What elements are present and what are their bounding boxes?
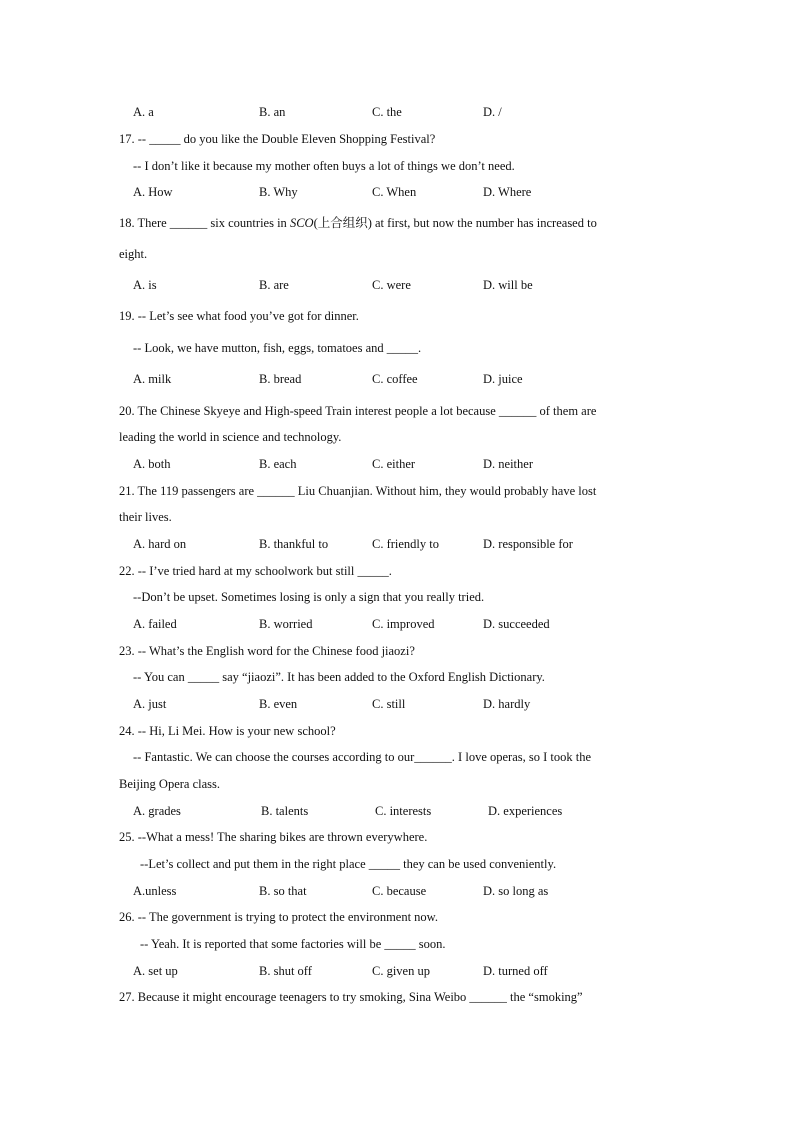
q25-option-b: B. so that [259,884,307,898]
q18-stem-abbr: SCO [289,216,314,230]
q18-option-c: C. were [372,278,411,292]
q22-reply: --Don’t be upset. Sometimes losing is only a sign that you really tried. [133,590,485,604]
q24-reply-cont: Beijing Opera class. [119,777,221,791]
q21-option-d: D. responsible for [483,537,573,551]
q21-stem-cont: their lives. [119,510,172,524]
q25-option-c: C. because [372,884,427,898]
q18-option-d: D. will be [483,278,533,292]
q20-option-c: C. either [372,457,416,471]
q17-option-c: C. When [372,185,417,199]
q18-option-b: B. are [259,278,289,292]
q26-option-d: D. turned off [483,964,548,978]
q22-stem: 22. -- I’ve tried hard at my schoolwork but still _____. [119,564,392,578]
q23-option-b: B. even [259,697,298,711]
q19-stem: 19. -- Let’s see what food you’ve got for dinner. [119,309,359,323]
q26-reply: -- Yeah. It is reported that some factories will be _____ soon. [140,937,446,951]
q24-stem: 24. -- Hi, Li Mei. How is your new school? [119,724,336,738]
q21-stem: 21. The 119 passengers are ______ Liu Chuanjian. Without him, they would probably have lost [119,484,597,498]
q23-option-c: C. still [372,697,406,711]
q17-option-a: A. How [133,185,173,199]
q20-stem: 20. The Chinese Skyeye and High-speed Train interest people a lot because ______ of them are [119,404,597,418]
q17-option-b: B. Why [259,185,298,199]
q16-option-a: A. a [133,105,154,119]
q25-option-d: D. so long as [483,884,549,898]
q23-option-d: D. hardly [483,697,531,711]
q24-option-d: D. experiences [488,804,563,818]
q22-option-a: A. failed [133,617,177,631]
q23-option-a: A. just [133,697,167,711]
q17-stem: 17. -- _____ do you like the Double Eleven Shopping Festival? [119,132,436,146]
q20-option-a: A. both [133,457,171,471]
q18-option-a: A. is [133,278,157,292]
q18-stem-cont: eight. [119,247,148,261]
q24-option-a: A. grades [133,804,181,818]
q16-option-b: B. an [259,105,286,119]
q22-option-c: C. improved [372,617,435,631]
q26-option-c: C. given up [372,964,430,978]
q23-stem: 23. -- What’s the English word for the Chinese food jiaozi? [119,644,415,658]
q20-option-d: D. neither [483,457,533,471]
q24-option-b: B. talents [261,804,309,818]
q19-option-b: B. bread [259,372,302,386]
q23-reply: -- You can _____ say “jiaozi”. It has been added to the Oxford English Dictionary. [133,670,545,684]
q22-option-b: B. worried [259,617,313,631]
q26-option-b: B. shut off [259,964,312,978]
q18-stem-part-b: (上合组织) at first, but now the number has increased to [313,216,597,230]
q18-stem-part-a: 18. There ______ six countries in [119,216,290,230]
q18-stem [119,215,597,231]
q17-option-d: D. Where [483,185,532,199]
q19-option-c: C. coffee [372,372,418,386]
q25-option-a: A.unless [133,884,177,898]
q21-option-a: A. hard on [133,537,187,551]
q27-stem: 27. Because it might encourage teenagers to try smoking, Sina Weibo ______ the “smoking” [119,990,583,1004]
q16-option-d: D. / [483,105,502,119]
q24-option-c: C. interests [375,804,432,818]
q21-option-b: B. thankful to [259,537,329,551]
q25-reply: --Let’s collect and put them in the right place _____ they can be used conveniently. [140,857,557,871]
q24-reply: -- Fantastic. We can choose the courses according to our______. I love operas, so I took the [133,750,592,764]
q21-option-c: C. friendly to [372,537,440,551]
q26-option-a: A. set up [133,964,178,978]
q19-option-a: A. milk [133,372,172,386]
q17-reply: -- I don’t like it because my mother often buys a lot of things we don’t need. [133,159,515,173]
q19-option-d: D. juice [483,372,523,386]
q25-stem: 25. --What a mess! The sharing bikes are thrown everywhere. [119,830,428,844]
q22-option-d: D. succeeded [483,617,550,631]
q20-option-b: B. each [259,457,297,471]
q20-stem-cont: leading the world in science and technology. [119,430,342,444]
q19-reply: -- Look, we have mutton, fish, eggs, tomatoes and _____. [133,341,422,355]
q16-option-c: C. the [372,105,402,119]
q26-stem: 26. -- The government is trying to protect the environment now. [119,910,439,924]
